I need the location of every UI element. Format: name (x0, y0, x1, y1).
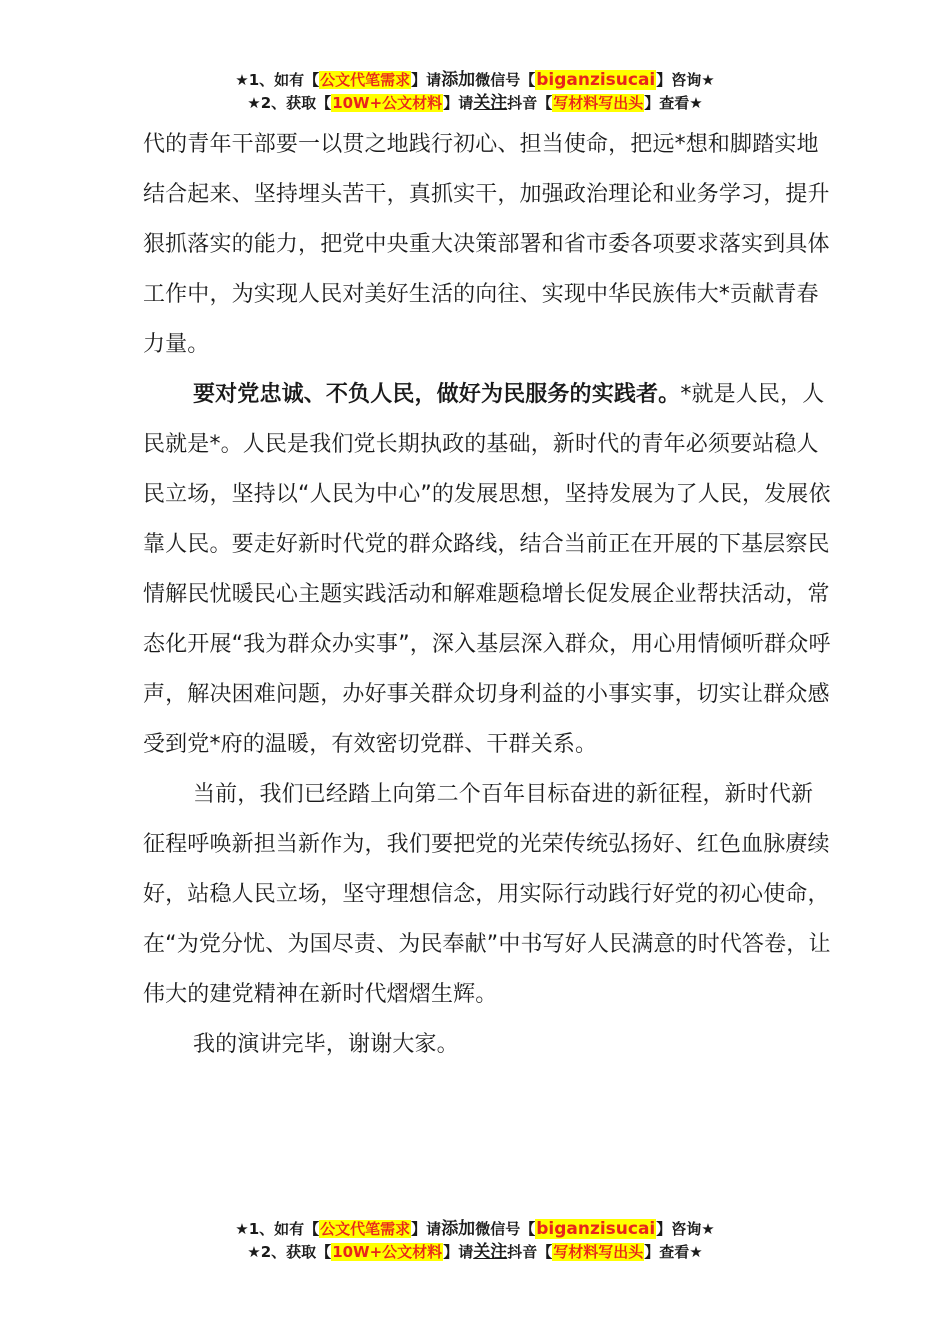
promo-wechat-id: biganzisucai (536, 70, 656, 90)
footer-line-1-mid2: 微信号【 (475, 1220, 536, 1238)
footer-line-1-prefix: ★1、如有【 (235, 1220, 320, 1238)
promo-line-2-suffix: 】查看★ (644, 94, 703, 112)
footer-add-emphasis: 添加 (441, 1219, 476, 1239)
footer-materials-highlight: 10W+公文材料 (332, 1243, 443, 1261)
paragraph-2 (143, 370, 833, 770)
promo-line-1 (0, 69, 950, 92)
promo-line-2-mid: 】请 (443, 94, 474, 112)
promo-douyin-account: 写材料写出头 (553, 94, 644, 112)
promo-line-2-prefix: ★2、获取【 (247, 94, 332, 112)
footer-line-2-mid2: 抖音【 (507, 1243, 553, 1261)
paragraph-1: 代的青年干部要一以贯之地践行初心、担当使命，把远*想和脚踏实地结合起来、坚持埋头苦干，真抓实干，加强政治理论和业务学习，提升狠抓落实的能力，把党中央重大决策部署和省市委各项要求落实到具体工作中，为实现人民对美好生活的向往、实现中华民族伟大*贡献青春力量。 (143, 132, 830, 357)
footer-line-1-mid: 】请 (411, 1220, 442, 1238)
footer-follow-emphasis: 关注 (473, 1242, 508, 1262)
footer-line-1-suffix: 】咨询★ (656, 1220, 715, 1238)
footer-douyin-account: 写材料写出头 (553, 1243, 644, 1261)
footer-wechat-id: biganzisucai (536, 1219, 656, 1239)
promo-follow-emphasis: 关注 (473, 93, 508, 113)
footer-line-2-prefix: ★2、获取【 (247, 1243, 332, 1261)
footer-promo-line-2 (0, 1241, 950, 1264)
paragraph-2-text: *就是人民，人民就是*。人民是我们党长期执政的基础，新时代的青年必须要站稳人民立场，坚持以“人民为中心”的发展思想，坚持发展为了人民，发展依靠人民。要走好新时代党的群众路线，结合当前正在开展的下基层察民情解民忧暖民心主题实践活动和解难题稳增长促发展企业帮扶活动，常态化开展“我为群众办实事”，深入基层深入群众，用心用情倾听群众呼声，解决困难问题，办好事关群众切身利益的小事实事，切实让群众感受到党*府的温暖，有效密切党群、干群关系。 (143, 382, 831, 757)
promo-line-1-suffix: 】咨询★ (656, 71, 715, 89)
footer-promo-line-1 (0, 1218, 950, 1241)
footer-promo-banner (0, 1218, 950, 1264)
header-promo-banner (0, 69, 950, 115)
promo-line-1-mid: 】请 (411, 71, 442, 89)
promo-line-2 (0, 92, 950, 115)
footer-line-2-suffix: 】查看★ (644, 1243, 703, 1261)
paragraph-closing: 我的演讲完毕，谢谢大家。 (193, 1032, 459, 1057)
promo-materials-highlight: 10W+公文材料 (332, 94, 443, 112)
paragraph-3: 当前，我们已经踏上向第二个百年目标奋进的新征程，新时代新征程呼唤新担当新作为，我们要把党的光荣传统弘扬好、红色血脉赓续好，站稳人民立场，坚守理想信念，用实际行动践行好党的初心使命，在“为党分忧、为国尽责、为民奉献”中书写好人民满意的时代答卷，让伟大的建党精神在新时代熠熠生辉。 (143, 782, 831, 1007)
promo-add-emphasis: 添加 (441, 70, 476, 90)
promo-line-1-mid2: 微信号【 (475, 71, 536, 89)
paragraph-2-lead: 要对党忠诚、不负人民，做好为民服务的实践者。 (193, 382, 681, 407)
footer-line-2-mid: 】请 (443, 1243, 474, 1261)
footer-service-highlight: 公文代笔需求 (320, 1220, 411, 1238)
promo-service-highlight: 公文代笔需求 (320, 71, 411, 89)
document-body (143, 120, 833, 1070)
promo-line-1-prefix: ★1、如有【 (235, 71, 320, 89)
promo-line-2-mid2: 抖音【 (507, 94, 553, 112)
